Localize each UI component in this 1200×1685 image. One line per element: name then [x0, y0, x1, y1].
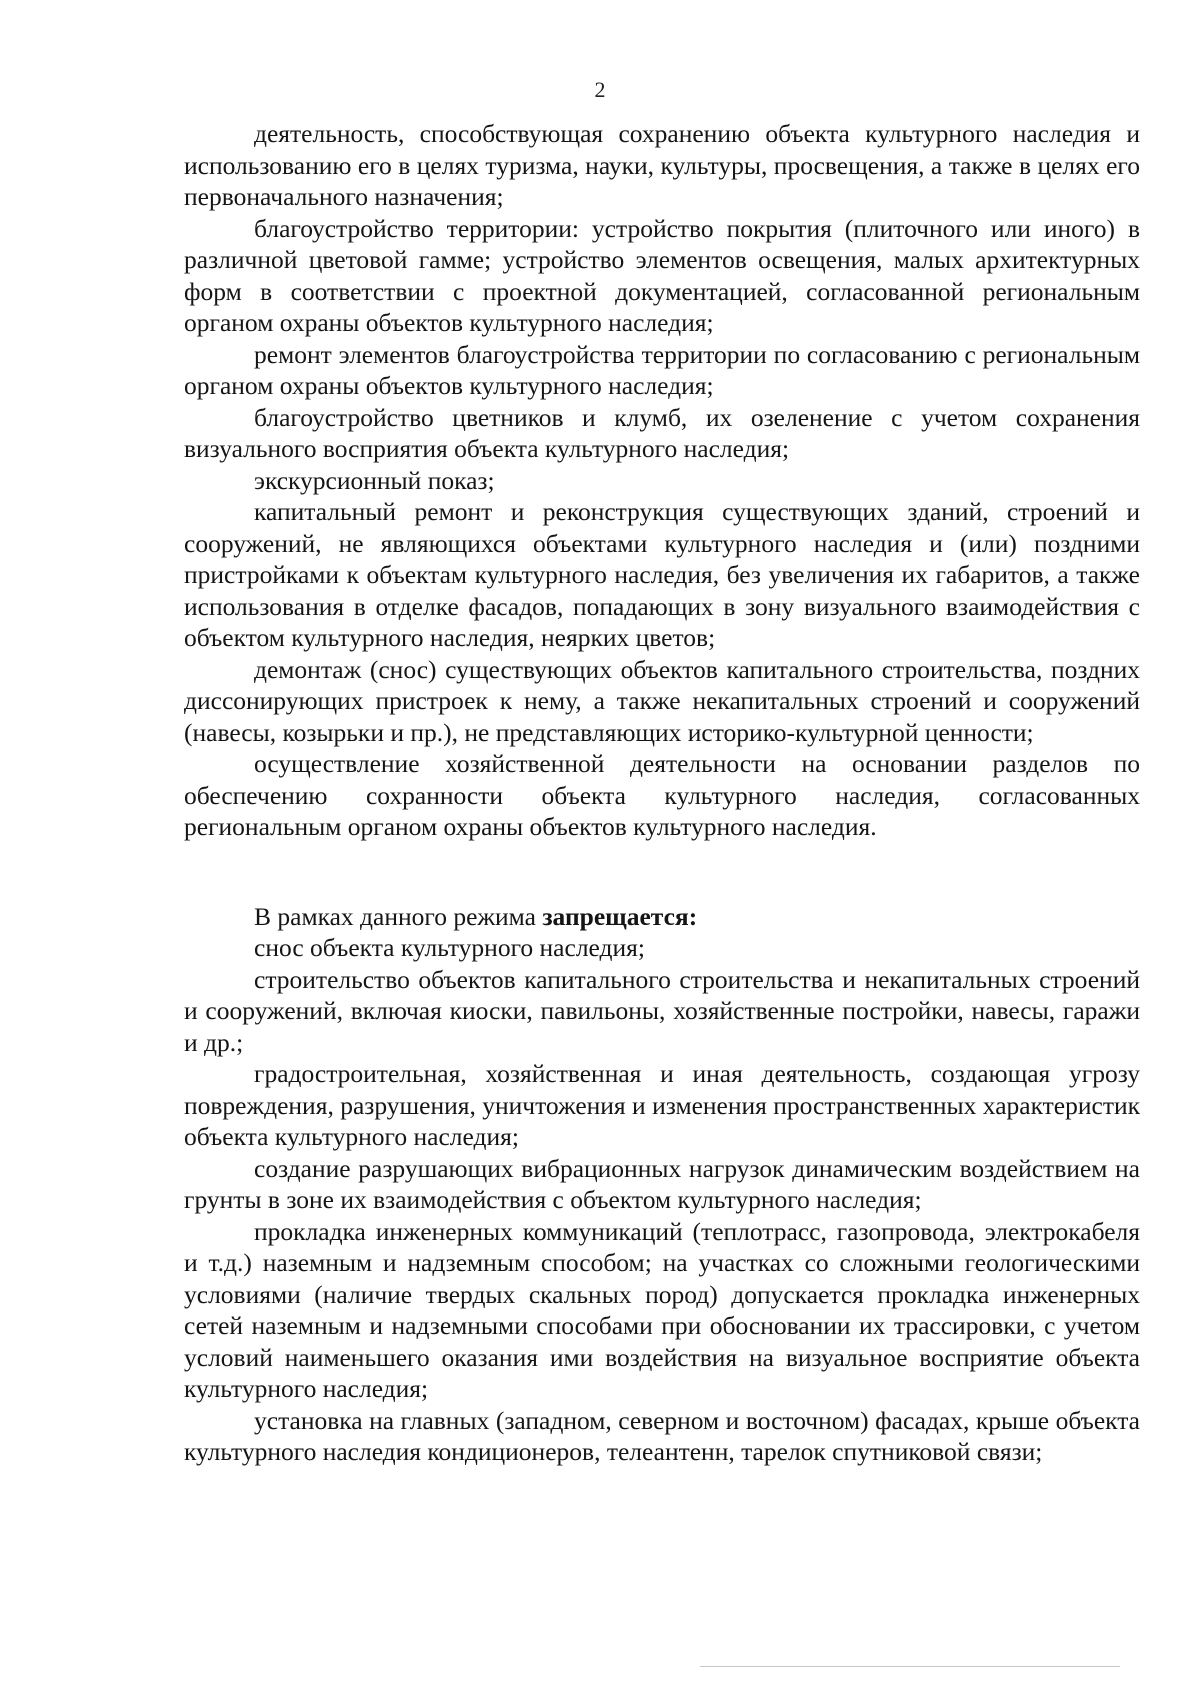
paragraph-economic-activity: осуществление хозяйственной деятельности на основании разделов по обеспечению сохранности объекта культурного наследия, согласованных региональным органом охраны объектов культурного наследия. — [184, 749, 1140, 841]
paragraph-no-urban-activity: градостроительная, хозяйственная и иная деятельность, создающая угрозу повреждения, разрушения, уничтожения и изменения пространственных характеристик объекта культурного наследия; — [184, 1059, 1140, 1151]
paragraph-no-demolition: снос объекта культурного наследия; — [254, 933, 645, 962]
paragraph-no-utilities: прокладка инженерных коммуникаций (теплотрасс, газопровода, электрокабеля и т.д.) наземным и надземным способом; на участках со сложными геологическими условиями (наличие твердых скальных пород) допускается прокладка инженерных сетей наземным и надземными способами при обосновании их трассировки, с учетом условий наименьшего оказания ими воздействия на визуальное восприятие объекта культурного наследия; — [184, 1216, 1140, 1403]
paragraph-activity: деятельность, способствующая сохранению объекта культурного наследия и использованию его в целях туризма, науки, культуры, просвещения, а также в целях его первоначального назначения; — [184, 119, 1140, 211]
paragraph-no-installations: установка на главных (западном, северном и восточном) фасадах, крыше объекта культурного наследия кондиционеров, телеантенн, тарелок спутниковой связи; — [184, 1405, 1140, 1466]
section-gap — [184, 843, 1140, 901]
paragraph-no-construction: строительство объектов капитального строительства и некапитальных строений и сооружений, включая киоски, павильоны, хозяйственные постройки, навесы, гаражи и др.; — [184, 964, 1140, 1057]
prohibition-keyword: запрещается: — [542, 901, 698, 931]
page-number: 2 — [594, 77, 606, 102]
document-body — [184, 118, 1140, 1468]
paragraph-repair: ремонт элементов благоустройства территории по согласованию с региональным органом охраны объектов культурного наследия; — [184, 339, 1140, 400]
scan-edge-line — [700, 1666, 1120, 1667]
paragraph-landscaping: благоустройство территории: устройство покрытия (плиточного или иного) в различной цветовой гамме; устройство элементов освещения, малых архитектурных форм в соответствии с проектной документацией, согласованной региональным органом охраны объектов культурного наследия; — [184, 213, 1140, 337]
prohibition-lead: В рамках данного режима — [254, 901, 543, 931]
prohibition-heading — [184, 901, 1140, 933]
paragraph-reconstruction: капитальный ремонт и реконструкция существующих зданий, строений и сооружений, не являющихся объектами культурного наследия и (или) поздними пристройками к объектам культурного наследия, без увеличения их габаритов, а также использования в отделке фасадов, попадающих в зону визуального взаимодействия с объектом культурного наследия, неярких цветов; — [184, 497, 1140, 652]
paragraph-excursion: экскурсионный показ; — [254, 465, 495, 495]
paragraph-no-vibration: создание разрушающих вибрационных нагрузок динамическим воздействием на грунты в зоне их взаимодействия с объектом культурного наследия; — [184, 1153, 1140, 1214]
paragraph-demolition: демонтаж (снос) существующих объектов капитального строительства, поздних диссонирующих пристроек к нему, а также некапитальных строений и сооружений (навесы, козырьки и пр.), не представляющих историко-культурной ценности; — [184, 654, 1140, 747]
paragraph-flowerbeds: благоустройство цветников и клумб, их озеленение с учетом сохранения визуального восприятия объекта культурного наследия; — [184, 402, 1140, 463]
